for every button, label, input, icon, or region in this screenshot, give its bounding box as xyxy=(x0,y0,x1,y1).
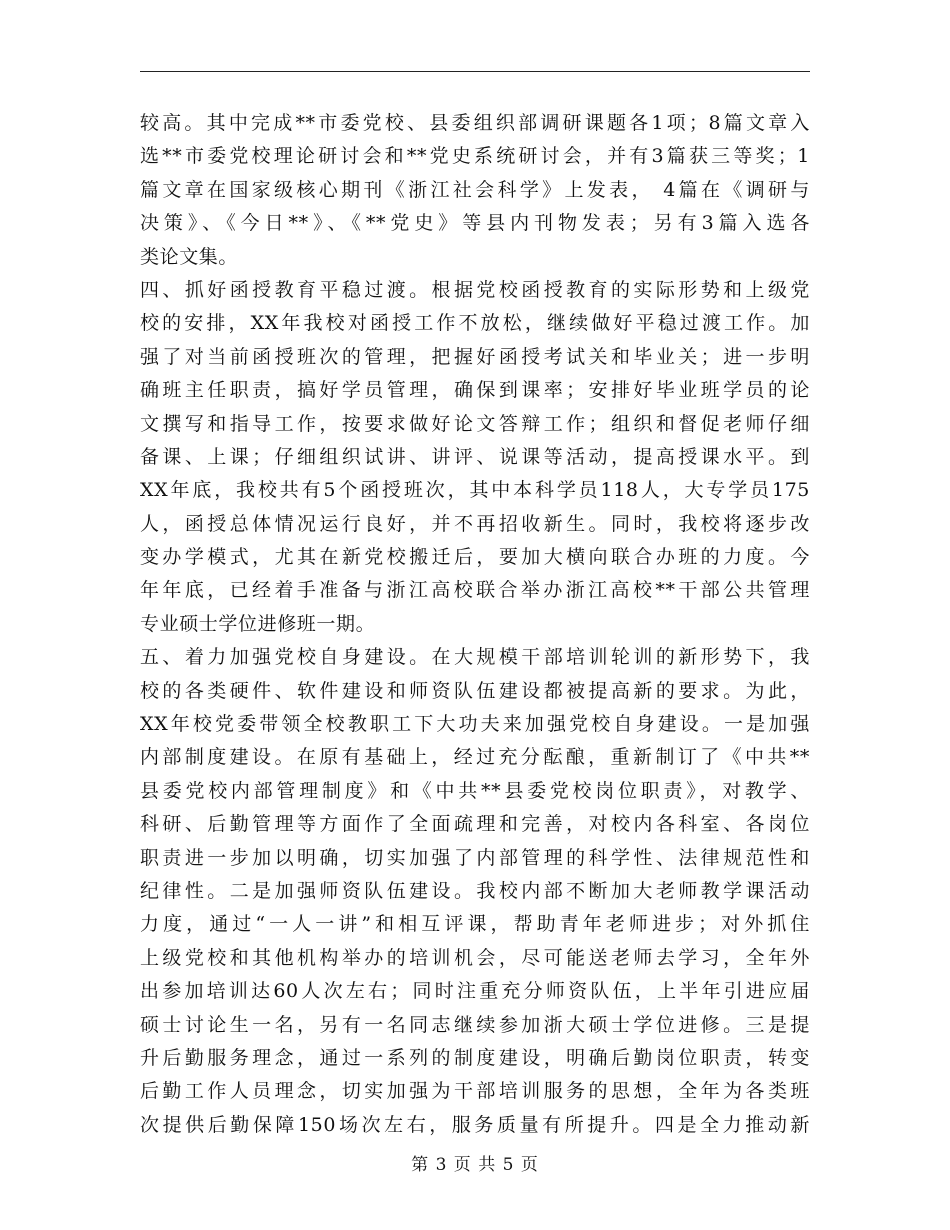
text-line: 职责进一步加以明确，切实加强了内部管理的科学性、法律规范性和 xyxy=(140,846,810,869)
text-line: 校的安排，XX年我校对函授工作不放松，继续做好平稳过渡工作。加 xyxy=(140,312,810,335)
text-line: 五、着力加强党校自身建设。在大规模干部培训轮训的新形势下，我 xyxy=(140,646,810,669)
text-line: 选**市委党校理论研讨会和**党史系统研讨会，并有3篇获三等奖；1 xyxy=(140,145,810,168)
text-line: 力度，通过“一人一讲”和相互评课，帮助青年老师进步；对外抓住 xyxy=(140,913,810,936)
body-text xyxy=(140,107,810,1142)
text-line: 次提供后勤保障150场次左右，服务质量有所提升。四是全力推动新 xyxy=(140,1113,810,1136)
text-line: 内部制度建设。在原有基础上，经过充分酝酿，重新制订了《中共** xyxy=(140,746,810,769)
text-line: 后勤工作人员理念，切实加强为干部培训服务的思想，全年为各类班 xyxy=(140,1080,810,1103)
text-line: 硕士讨论生一名，另有一名同志继续参加浙大硕士学位进修。三是提 xyxy=(140,1013,810,1036)
page-number: 第 3 页 共 5 页 xyxy=(411,1155,539,1175)
text-line: 类论文集。 xyxy=(140,245,239,268)
text-line: 确班主任职责，搞好学员管理，确保到课率；安排好毕业班学员的论 xyxy=(140,379,810,402)
text-line: 文撰写和指导工作，按要求做好论文答辩工作；组织和督促老师仔细 xyxy=(140,412,810,435)
text-line: 出参加培训达60人次左右；同时注重充分师资队伍，上半年引进应届 xyxy=(140,980,810,1003)
text-line: 四、抓好函授教育平稳过渡。根据党校函授教育的实际形势和上级党 xyxy=(140,278,810,301)
text-line: 专业硕士学位进修班一期。 xyxy=(140,612,376,635)
text-line: 县委党校内部管理制度》和《中共**县委党校岗位职责》，对教学、 xyxy=(140,779,810,802)
text-line: 备课、上课；仔细组织试讲、讲评、说课等活动，提高授课水平。到 xyxy=(140,445,810,468)
header-rule xyxy=(140,71,810,72)
text-line: 科研、后勤管理等方面作了全面疏理和完善，对校内各科室、各岗位 xyxy=(140,813,810,836)
text-line: XX年底，我校共有5个函授班次，其中本科学员118人，大专学员175 xyxy=(140,479,810,502)
text-line: 人，函授总体情况运行良好，并不再招收新生。同时，我校将逐步改 xyxy=(140,512,810,535)
page-footer xyxy=(0,1150,950,1175)
text-line: 篇文章在国家级核心期刊《浙江社会科学》上发表， 4篇在《调研与 xyxy=(140,178,810,201)
text-line: 变办学模式，尤其在新党校搬迁后，要加大横向联合办班的力度。今 xyxy=(140,546,810,569)
text-line: 上级党校和其他机构举办的培训机会，尽可能送老师去学习，全年外 xyxy=(140,946,810,969)
text-line: 纪律性。二是加强师资队伍建设。我校内部不断加大老师教学课活动 xyxy=(140,879,810,902)
text-line: 强了对当前函授班次的管理，把握好函授考试关和毕业关；进一步明 xyxy=(140,345,810,368)
text-line: 较高。其中完成**市委党校、县委组织部调研课题各1项；8篇文章入 xyxy=(140,112,810,134)
text-line: 升后勤服务理念，通过一系列的制度建设，明确后勤岗位职责，转变 xyxy=(140,1046,810,1069)
text-line: XX年校党委带领全校教职工下大功夫来加强党校自身建设。一是加强 xyxy=(140,713,810,736)
text-line: 年年底，已经着手准备与浙江高校联合举办浙江高校**干部公共管理 xyxy=(140,579,810,602)
text-line: 校的各类硬件、软件建设和师资队伍建设都被提高新的要求。为此， xyxy=(140,679,810,702)
text-line: 决策》、《今日**》、《**党史》等县内刊物发表；另有3篇入选各 xyxy=(140,212,810,235)
